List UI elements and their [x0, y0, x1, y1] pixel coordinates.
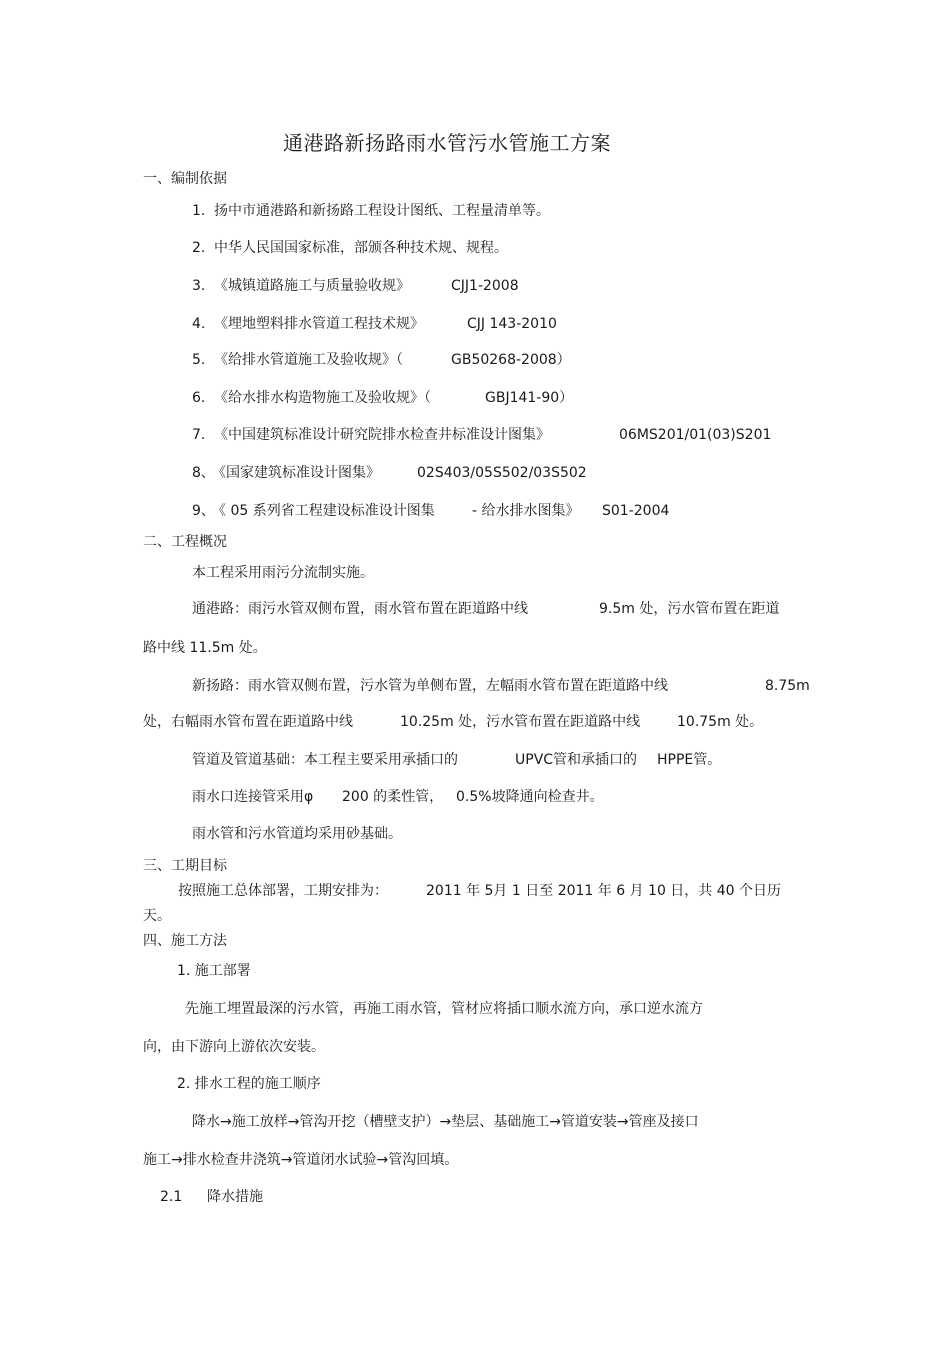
paragraph: 按照施工总体部署，工期安排为： — [178, 883, 388, 899]
document-title: 通港路新扬路雨水管污水管施工方案 — [283, 131, 611, 155]
list-item-text: 扬中市通港路和新扬路工程设计图纸、工程量清单等。 — [214, 203, 550, 219]
section-heading: 三、工期目标 — [143, 858, 227, 874]
list-item-text: 《埋地塑料排水管道工程技术规》 — [214, 316, 424, 332]
list-item-code: 06MS201/01(03)S201 — [619, 427, 772, 443]
list-item-text: 《中国建筑标准设计研究院排水检查井标准设计图集》 — [214, 427, 550, 443]
paragraph: 处，右幅雨水管布置在距道路中线 — [143, 714, 353, 730]
section-heading: 二、工程概况 — [143, 534, 227, 550]
list-item-text: 《国家建筑标准设计图集》 — [212, 465, 380, 481]
paragraph: 通港路：雨污水管双侧布置，雨水管布置在距道路中线 — [192, 601, 528, 617]
paragraph: 雨水口连接管采用φ — [192, 789, 314, 805]
paragraph: 向，由下游向上游依次安装。 — [143, 1039, 325, 1055]
list-item-code: CJJ1-2008 — [451, 278, 519, 294]
section-heading: 四、施工方法 — [143, 933, 227, 949]
paragraph: 200 的柔性管， — [342, 789, 444, 805]
paragraph: 先施工埋置最深的污水管，再施工雨水管，管材应将插口顺水流方向，承口逆水流方 — [185, 1001, 703, 1017]
paragraph: 管道及管道基础：本工程主要采用承插口的 — [192, 752, 458, 768]
list-item-number: 2. — [192, 240, 206, 256]
subheading: 1. 施工部署 — [177, 963, 251, 979]
paragraph: 8.75m — [765, 678, 810, 694]
list-item-code: GB50268-2008） — [451, 352, 571, 368]
list-item-text: 《给水排水构造物施工及验收规》（ — [214, 390, 431, 406]
paragraph: 施工→排水检查井浇筑→管道闭水试验→管沟回填。 — [143, 1152, 459, 1168]
list-item-text: 《城镇道路施工与质量验收规》 — [214, 278, 410, 294]
paragraph: UPVC管和承插口的 — [515, 752, 638, 768]
list-item-text: 《给排水管道施工及验收规》（ — [214, 352, 403, 368]
list-item-number: 5. — [192, 352, 206, 368]
list-item-subtext: - 给水排水图集》 — [472, 503, 580, 519]
paragraph: 2011 年 5月 1 日至 2011 年 6 月 10 日，共 40 个日历 — [426, 883, 782, 899]
list-item-code: S01-2004 — [602, 503, 670, 519]
paragraph: 路中线 11.5m 处。 — [143, 640, 267, 656]
paragraph: 本工程采用雨污分流制实施。 — [192, 565, 374, 581]
list-item-code: GBJ141-90） — [485, 390, 574, 406]
paragraph: 10.75m 处。 — [677, 714, 764, 730]
list-item-number: 7. — [192, 427, 206, 443]
paragraph: 10.25m 处，污水管布置在距道路中线 — [400, 714, 641, 730]
paragraph: 天。 — [143, 908, 171, 924]
list-item-number: 4. — [192, 316, 206, 332]
list-item-text: 中华人民国国家标准，部颁各种技术规、规程。 — [214, 240, 508, 256]
section-heading: 一、编制依据 — [143, 171, 227, 187]
subheading-number: 2.1 — [160, 1189, 183, 1205]
list-item-number: 1. — [192, 203, 206, 219]
list-item-code: 02S403/05S502/03S502 — [417, 465, 587, 481]
list-item-code: CJJ 143-2010 — [467, 316, 557, 332]
paragraph: 雨水管和污水管道均采用砂基础。 — [192, 826, 402, 842]
paragraph: 9.5m 处，污水管布置在距道 — [599, 601, 780, 617]
list-item-number: 3. — [192, 278, 206, 294]
subheading: 降水措施 — [207, 1189, 263, 1205]
paragraph: HPPE管。 — [657, 752, 722, 768]
paragraph: 新扬路：雨水管双侧布置，污水管为单侧布置，左幅雨水管布置在距道路中线 — [192, 678, 668, 694]
list-item-number: 9、 — [192, 503, 215, 519]
list-item-number: 6. — [192, 390, 206, 406]
subheading: 2. 排水工程的施工顺序 — [177, 1076, 321, 1092]
list-item-text: 《 05 系列省工程建设标准设计图集 — [212, 503, 435, 519]
list-item-number: 8、 — [192, 465, 215, 481]
paragraph: 0.5%坡降通向检查井。 — [456, 789, 604, 805]
paragraph: 降水→施工放样→管沟开挖（槽壁支护）→垫层、基础施工→管道安装→管座及接口 — [192, 1114, 699, 1130]
